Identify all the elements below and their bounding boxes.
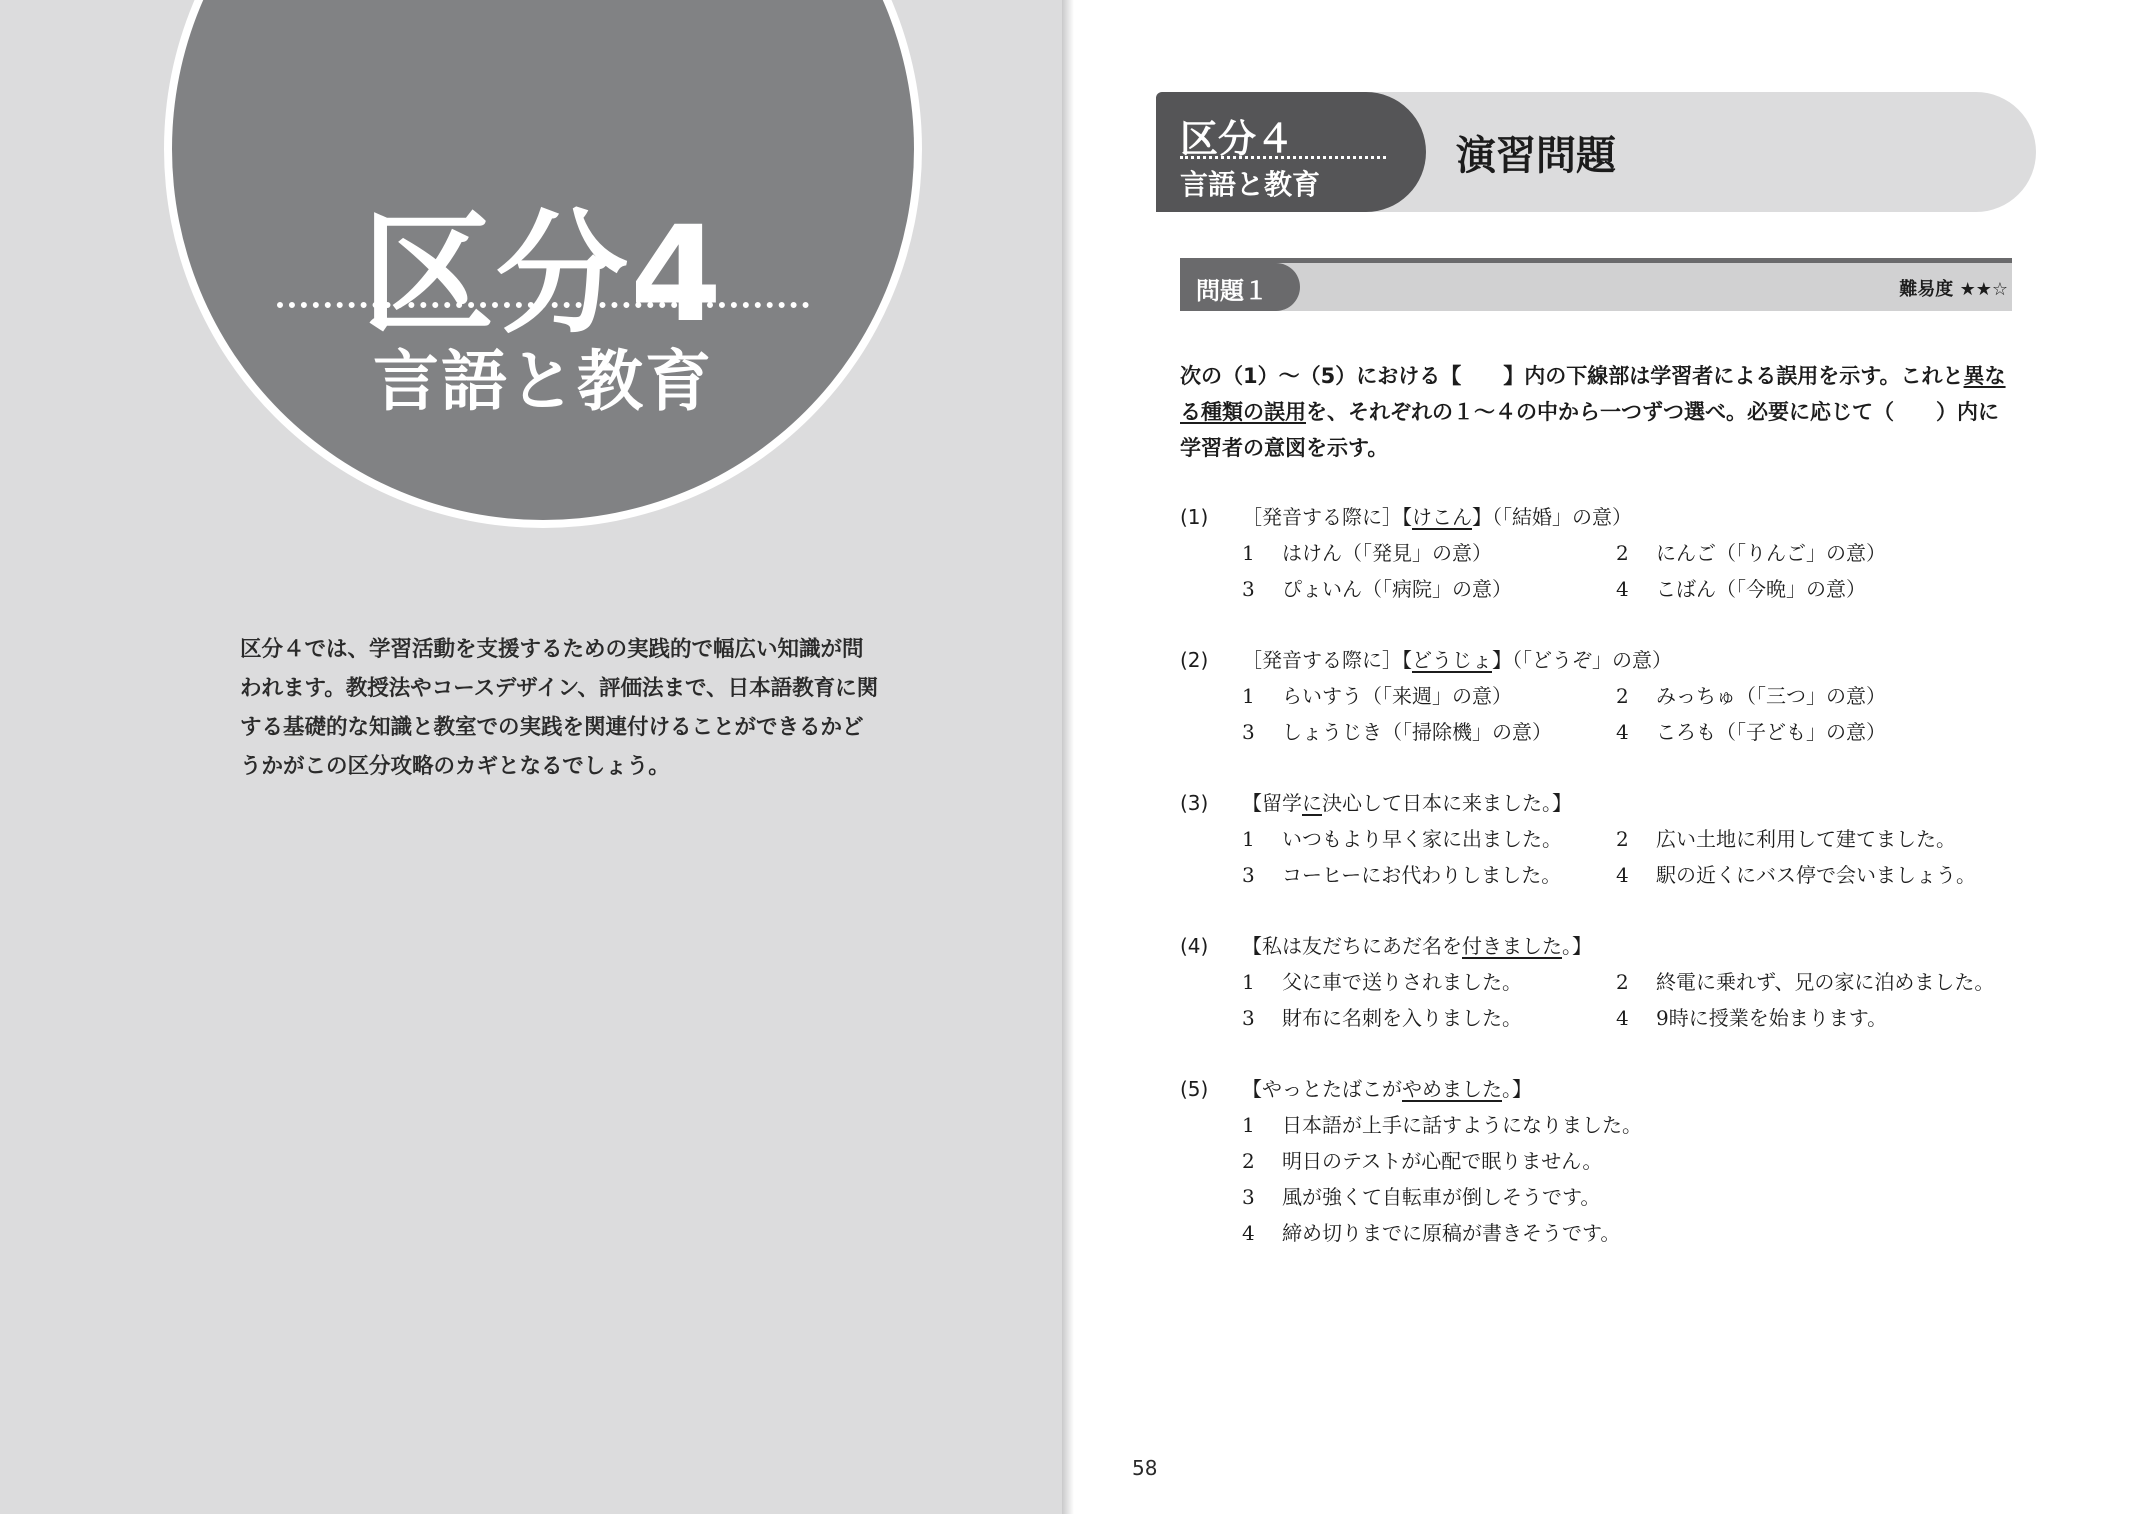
problem-stem (1180, 785, 2030, 821)
option[interactable] (1242, 1179, 1942, 1215)
left-page (0, 0, 1062, 1514)
option[interactable] (1616, 714, 1996, 750)
option[interactable] (1242, 1107, 1942, 1143)
stem-underlined: 付きました (1462, 934, 1562, 958)
question-bar (1180, 263, 2012, 311)
option-text: 9時に授業を始まります。 (1656, 1006, 1888, 1030)
option[interactable] (1242, 571, 1616, 607)
option[interactable] (1242, 1000, 1616, 1036)
option-number: 4 (1242, 1221, 1255, 1245)
option-text: らいすう（「来週」の意） (1282, 684, 1512, 708)
stem-text: ［発音する際に］【 (1242, 648, 1412, 672)
option-number: 3 (1242, 1006, 1255, 1030)
problem-number: (5) (1180, 1077, 1209, 1101)
stem-underlined: に (1302, 791, 1322, 815)
stem-text: 【留学 (1242, 791, 1302, 815)
option[interactable] (1616, 678, 1996, 714)
option-list (1242, 821, 2030, 893)
option-text: しょうじき（「掃除機」の意） (1282, 720, 1552, 744)
option-list (1242, 964, 2030, 1036)
option-text: ぴょいん（「病院」の意） (1282, 577, 1512, 601)
title-dotted-divider (277, 302, 809, 308)
page-title: 演習問題 (1456, 133, 1616, 179)
problem-1 (1180, 499, 2030, 607)
option-number: 3 (1242, 720, 1255, 744)
option-text: 駅の近くにバス停で会いましょう。 (1656, 863, 1976, 887)
section-intro: 区分４では、学習活動を支援するための実践的で幅広い知識が問われます。教授法やコースデザイン、評価法まで、日本語教育に関する基礎的な知識と教室での実践を関連付けることができるかどうかがこの区分攻略のカギとなるでしょう。 (240, 637, 879, 779)
stem-text: ［発音する際に］【 (1242, 505, 1412, 529)
option-text: 日本語が上手に話すようになりました。 (1282, 1113, 1642, 1137)
stem-underlined: けこん (1412, 505, 1472, 529)
stem-text: 決心して日本に来ました。】 (1322, 791, 1572, 815)
page-number: 58 (1132, 1456, 1158, 1480)
stem-text: 【私は友だちにあだ名を (1242, 934, 1462, 958)
option-text: 風が強くて自転車が倒しそうです。 (1282, 1185, 1601, 1209)
option-number: 2 (1616, 970, 1629, 994)
option-text: いつもより早く家に出ました。 (1282, 827, 1562, 851)
header-dotted-divider (1180, 156, 1386, 159)
problem-number: (4) (1180, 934, 1209, 958)
stem-text: 】（「結婚」の意） (1472, 505, 1632, 529)
problem-2 (1180, 642, 2030, 750)
option-number: 1 (1242, 684, 1255, 708)
option-number: 2 (1616, 541, 1629, 565)
option-text: ころも（「子ども」の意） (1656, 720, 1886, 744)
option-list (1242, 535, 2030, 607)
problem-5 (1180, 1071, 2030, 1251)
option-number: 1 (1242, 970, 1255, 994)
problem-stem (1180, 1071, 2030, 1107)
section-title: 区分4 (362, 198, 724, 352)
option[interactable] (1242, 857, 1616, 893)
stem-text: 。】 (1562, 934, 1592, 958)
option[interactable] (1616, 964, 1996, 1000)
option-number: 4 (1616, 720, 1629, 744)
problem-stem (1180, 499, 2030, 535)
stem-text: 【やっとたばこが (1242, 1077, 1402, 1101)
option-text: 父に車で送りされました。 (1282, 970, 1522, 994)
stem-text: 】（「どうぞ」の意） (1492, 648, 1672, 672)
option-number: 3 (1242, 577, 1255, 601)
option[interactable] (1616, 571, 1996, 607)
problem-number: (1) (1180, 505, 1209, 529)
problem-number: (2) (1180, 648, 1209, 672)
instruction-emphasis: 異なる種類の誤用 (1180, 364, 2006, 424)
option-text: にんご（「りんご」の意） (1656, 541, 1886, 565)
option-number: 4 (1616, 863, 1629, 887)
option-text: コーヒーにお代わりしました。 (1282, 863, 1562, 887)
stem-underlined: どうじょ (1412, 648, 1492, 672)
option-number: 3 (1242, 1185, 1255, 1209)
option-list (1242, 1107, 2030, 1251)
instruction-text: を、それぞれの１～４の中から一つずつ選べ。必要に応じて（ ）内に学習者の意図を示す。 (1180, 400, 1999, 460)
option[interactable] (1242, 535, 1616, 571)
option-number: 2 (1242, 1149, 1255, 1173)
stem-underlined: やめました (1402, 1077, 1502, 1101)
option[interactable] (1616, 1000, 1996, 1036)
option[interactable] (1242, 821, 1616, 857)
question-label: 問題１ (1196, 277, 1268, 305)
option[interactable] (1242, 1143, 1942, 1179)
option-number: 1 (1242, 1113, 1255, 1137)
problem-4 (1180, 928, 2030, 1036)
option[interactable] (1616, 857, 1996, 893)
header-section-subtitle: 言語と教育 (1180, 168, 1321, 201)
option-text: みっちゅ（「三つ」の意） (1656, 684, 1886, 708)
problem-3 (1180, 785, 2030, 893)
option-text: 終電に乗れず、兄の家に泊めました。 (1656, 970, 1995, 994)
option-text: 締め切りまでに原稿が書きそうです。 (1282, 1221, 1621, 1245)
option-list (1242, 678, 2030, 750)
option[interactable] (1242, 1215, 1942, 1251)
option[interactable] (1616, 535, 1996, 571)
option[interactable] (1242, 678, 1616, 714)
section-subtitle: 言語と教育 (373, 343, 713, 420)
option-text: 明日のテストが心配で眠りません。 (1282, 1149, 1603, 1173)
option-text: こばん（「今晩」の意） (1656, 577, 1866, 601)
problem-stem (1180, 928, 2030, 964)
difficulty-rating: 難易度 ★★☆ (1899, 279, 2008, 300)
option-text: はけん（「発見」の意） (1282, 541, 1492, 565)
option-number: 1 (1242, 541, 1255, 565)
option-number: 2 (1616, 827, 1629, 851)
stem-text: 。】 (1502, 1077, 1532, 1101)
gutter-shadow (1062, 0, 1074, 1514)
option-text: 財布に名刺を入りました。 (1282, 1006, 1522, 1030)
problem-number: (3) (1180, 791, 1209, 815)
option-number: 4 (1616, 1006, 1629, 1030)
header-section-number: 区分４ (1180, 117, 1295, 161)
problem-stem (1180, 642, 2030, 678)
option-text: 広い土地に利用して建てました。 (1656, 827, 1956, 851)
option[interactable] (1616, 821, 1996, 857)
option[interactable] (1242, 964, 1616, 1000)
question-instruction (1180, 358, 2012, 466)
option[interactable] (1242, 714, 1616, 750)
option-number: 4 (1616, 577, 1629, 601)
option-number: 1 (1242, 827, 1255, 851)
instruction-text: 次の（1）～（5）における【 】内の下線部は学習者による誤用を示す。これと (1180, 364, 1964, 388)
option-number: 2 (1616, 684, 1629, 708)
option-number: 3 (1242, 863, 1255, 887)
